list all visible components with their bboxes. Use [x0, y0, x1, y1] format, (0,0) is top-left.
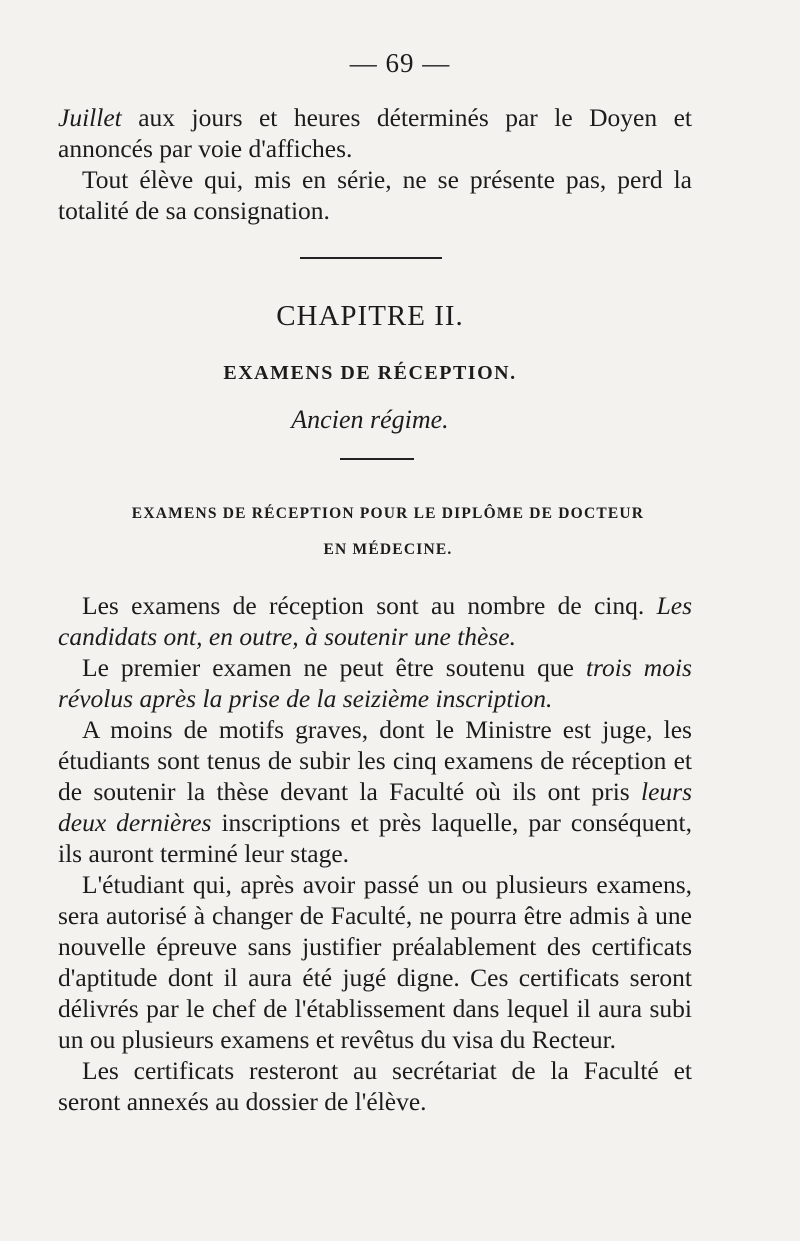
body-paragraph-3 — [58, 714, 692, 869]
intro-paragraph-1-rest: aux jours et heures déterminés par le Doyen et annoncés par voie d'affiches. — [58, 103, 692, 163]
chapter-subtitle: EXAMENS DE RÉCEPTION. — [223, 362, 517, 384]
page-number: — 69 — — [349, 48, 451, 78]
section-heading-line-2: EN MÉDECINE. — [323, 541, 453, 558]
intro-text — [58, 102, 692, 226]
section-heading — [58, 496, 718, 568]
body-text — [58, 590, 692, 1117]
body-paragraph-3-italic: leurs deux dernières — [58, 777, 692, 837]
regime-label: Ancien régime. — [291, 405, 449, 434]
intro-lead-word: Juillet — [58, 103, 122, 132]
body-paragraph-1-italic: Les candidats ont, en outre, à soutenir une thèse. — [58, 591, 693, 651]
divider-rule-1 — [300, 257, 442, 259]
body-paragraph-5: Les certificats resteront au secrétariat de la Faculté et seront annexés au dossier de l'élève. — [58, 1056, 692, 1116]
body-paragraph-2-italic: trois mois révolus après la prise de la seizième inscription. — [58, 653, 692, 713]
divider-rule-2 — [340, 458, 414, 460]
chapter-title: CHAPITRE II. — [276, 300, 464, 332]
body-paragraph-2-text: Le premier examen ne peut être soutenu que — [82, 653, 586, 682]
section-heading-line-1: EXAMENS DE RÉCEPTION POUR LE DIPLÔME DE DOCTEUR — [131, 505, 645, 522]
intro-paragraph-1 — [58, 102, 692, 164]
body-paragraph-1 — [58, 590, 692, 652]
body-paragraph-1-text: Les examens de réception sont au nombre de cinq. — [82, 591, 645, 620]
body-paragraph-3-end: inscriptions et près laquelle, par conséquent, ils auront terminé leur stage. — [58, 808, 692, 868]
body-paragraph-2 — [58, 652, 692, 714]
body-paragraph-4: L'étudiant qui, après avoir passé un ou plusieurs examens, sera autorisé à changer de Faculté, ne pourra être admis à une nouvelle épreuve sans justifier préalablement des certificats d'aptitude dont il aura été jugé digne. Ces certificats seront délivrés par le chef de l'établissement dans lequel il aura subi un ou plusieurs examens et revêtus du visa du Recteur. — [58, 870, 692, 1054]
body-paragraph-3-start: A moins de motifs graves, dont le Ministre est juge, les étudiants sont tenus de subir les cinq examens de réception et de soutenir la thèse devant la Faculté où ils ont pris — [58, 715, 692, 806]
intro-paragraph-2: Tout élève qui, mis en série, ne se présente pas, perd la totalité de sa consignation. — [58, 165, 692, 225]
